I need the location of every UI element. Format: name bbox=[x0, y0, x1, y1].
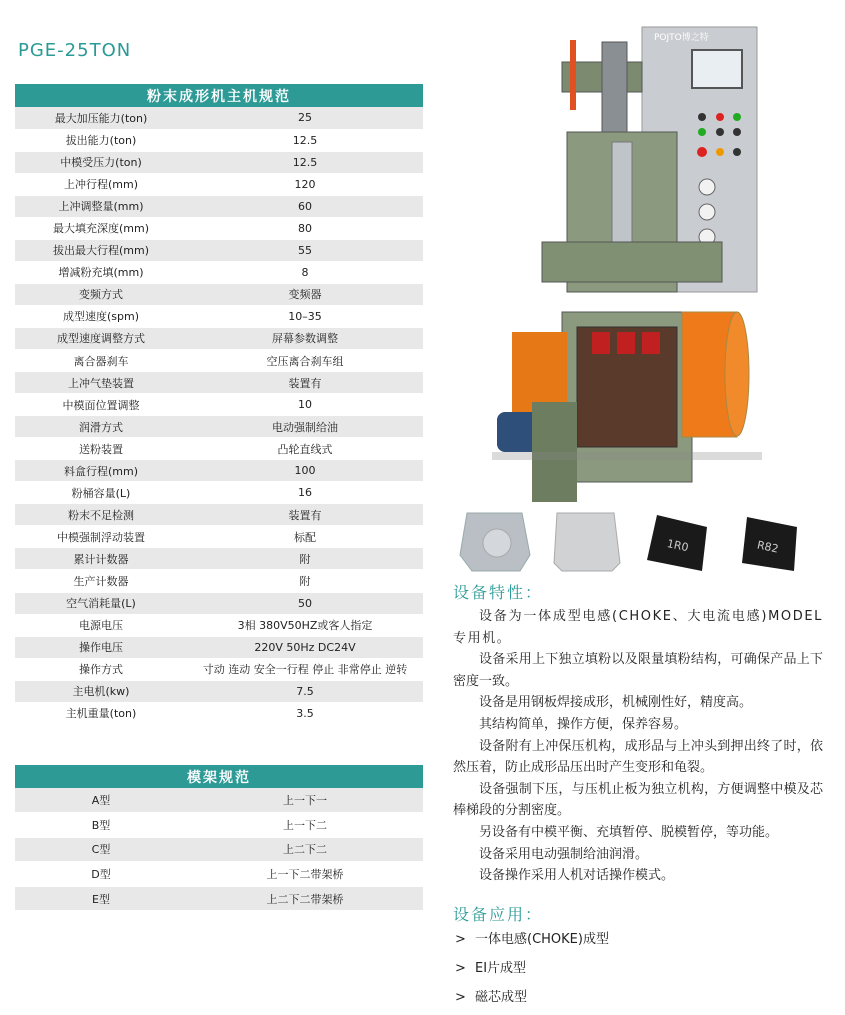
spec-row-value: 80 bbox=[187, 217, 423, 239]
spec-row-value: 100 bbox=[187, 460, 423, 482]
spec-row-label: 粉桶容量(L) bbox=[15, 482, 187, 504]
machine-brand-logo: POJTO博之特 bbox=[654, 33, 709, 43]
mold-row-value: 上一下二 bbox=[187, 813, 423, 838]
ferrite-core-sample-2 bbox=[554, 513, 620, 571]
inductor-r82-label: R82 bbox=[755, 538, 780, 556]
feature-paragraph: 设备附有上冲保压机构，成形品与上冲头到押出终了时，依然压着，防止成形品压出时产生变形和龟裂。 bbox=[453, 738, 823, 776]
spec-row bbox=[15, 658, 423, 680]
application-item bbox=[455, 986, 609, 1015]
spec-row-label: 操作电压 bbox=[15, 636, 187, 658]
spec-row-value: 25 bbox=[187, 107, 423, 129]
spec-row bbox=[15, 129, 423, 151]
spec-table-title: 粉末成形机主机规范 bbox=[15, 84, 423, 107]
spec-row-label: 粉末不足检测 bbox=[15, 504, 187, 526]
spec-row-value: 60 bbox=[187, 195, 423, 217]
spec-row bbox=[15, 614, 423, 636]
ferrite-core-sample-1 bbox=[460, 513, 530, 571]
spec-row bbox=[15, 636, 423, 658]
mold-row-label: A型 bbox=[15, 788, 187, 813]
spec-row-label: 最大填充深度(mm) bbox=[15, 217, 187, 239]
spec-row-value: 12.5 bbox=[187, 129, 423, 151]
spec-row-value: 55 bbox=[187, 239, 423, 261]
spec-row bbox=[15, 239, 423, 261]
spec-row-label: 上冲调整量(mm) bbox=[15, 195, 187, 217]
spec-row-value: 附 bbox=[187, 570, 423, 592]
mold-row bbox=[15, 813, 423, 838]
spec-row-value: 3.5 bbox=[187, 702, 423, 724]
spec-row-value: 装置有 bbox=[187, 504, 423, 526]
spec-row-value: 10 bbox=[187, 394, 423, 416]
spec-row-label: 空气消耗量(L) bbox=[15, 592, 187, 614]
spec-row-value: 空压离合刹车组 bbox=[187, 350, 423, 372]
spec-row bbox=[15, 151, 423, 173]
spec-row-value: 附 bbox=[187, 548, 423, 570]
spec-row-label: 主机重量(ton) bbox=[15, 702, 187, 724]
spec-row-value: 12.5 bbox=[187, 151, 423, 173]
spec-row-label: 上冲行程(mm) bbox=[15, 173, 187, 195]
spec-row-label: 料盒行程(mm) bbox=[15, 460, 187, 482]
spec-row bbox=[15, 327, 423, 349]
spec-row bbox=[15, 416, 423, 438]
features-title: 设备特性： bbox=[453, 583, 544, 602]
mold-row-value: 上二下二 bbox=[187, 837, 423, 862]
mold-row-label: D型 bbox=[15, 862, 187, 887]
spec-row-value: 凸轮直线式 bbox=[187, 438, 423, 460]
spec-row-label: 中模受压力(ton) bbox=[15, 151, 187, 173]
spec-row bbox=[15, 261, 423, 283]
spec-row-value: 装置有 bbox=[187, 372, 423, 394]
spec-row-label: 中模面位置调整 bbox=[15, 394, 187, 416]
spec-row bbox=[15, 482, 423, 504]
spec-row-value: 7.5 bbox=[187, 680, 423, 702]
spec-row-label: 上冲气垫装置 bbox=[15, 372, 187, 394]
spec-row-label: 操作方式 bbox=[15, 658, 187, 680]
powder-press-machine-image bbox=[492, 22, 762, 507]
inductor-1r0-label: 1R0 bbox=[665, 537, 690, 555]
feature-paragraph: 设备是用钢板焊接成形，机械刚性好，精度高。 bbox=[479, 695, 753, 711]
mold-table bbox=[15, 765, 423, 911]
application-label: 一体电感(CHOKE)成型 bbox=[475, 932, 609, 947]
feature-paragraph: 设备采用上下独立填粉以及限量填粉结构，可确保产品上下密度一致。 bbox=[453, 652, 823, 689]
feature-paragraph: 另设备有中模平衡、充填暂停、脱模暂停，等功能。 bbox=[479, 824, 779, 840]
spec-row-value: 50 bbox=[187, 592, 423, 614]
spec-row-label: 离合器刹车 bbox=[15, 350, 187, 372]
spec-row-label: 润滑方式 bbox=[15, 416, 187, 438]
spec-row-value: 寸动 连动 安全一行程 停止 非常停止 逆转 bbox=[187, 658, 423, 680]
feature-paragraph: 设备采用电动强制给油润滑。 bbox=[479, 846, 649, 862]
spec-row bbox=[15, 283, 423, 305]
spec-row bbox=[15, 173, 423, 195]
spec-row bbox=[15, 592, 423, 614]
application-label: 磁芯成型 bbox=[475, 990, 528, 1005]
spec-table bbox=[15, 84, 423, 725]
spec-row-label: 电源电压 bbox=[15, 614, 187, 636]
spec-row-label: 成型速度(spm) bbox=[15, 305, 187, 327]
spec-row bbox=[15, 570, 423, 592]
spec-row-label: 送粉装置 bbox=[15, 438, 187, 460]
spec-row bbox=[15, 460, 423, 482]
product-samples-image bbox=[452, 505, 837, 577]
chevron-right-icon: > bbox=[455, 961, 466, 976]
spec-row-value: 屏幕参数调整 bbox=[187, 327, 423, 349]
feature-paragraph: 设备为一体成型电感(CHOKE、大电流电感)MODEL专用机。 bbox=[453, 609, 823, 646]
spec-row bbox=[15, 504, 423, 526]
mold-row-value: 上一下一 bbox=[187, 788, 423, 813]
spec-row bbox=[15, 350, 423, 372]
applications-list bbox=[455, 928, 609, 1015]
spec-row bbox=[15, 372, 423, 394]
chevron-right-icon: > bbox=[455, 932, 466, 947]
spec-row bbox=[15, 195, 423, 217]
application-label: EI片成型 bbox=[475, 961, 527, 976]
mold-row-label: C型 bbox=[15, 837, 187, 862]
spec-row-label: 拔出能力(ton) bbox=[15, 129, 187, 151]
spec-row-value: 120 bbox=[187, 173, 423, 195]
spec-row-label: 拔出最大行程(mm) bbox=[15, 239, 187, 261]
features-list bbox=[453, 606, 823, 887]
model-title: PGE-25TON bbox=[18, 40, 132, 61]
chevron-right-icon: > bbox=[455, 990, 466, 1005]
mold-row bbox=[15, 886, 423, 911]
mold-row bbox=[15, 788, 423, 813]
spec-row-label: 生产计数器 bbox=[15, 570, 187, 592]
inductor-r82-sample bbox=[742, 517, 797, 571]
applications-title: 设备应用： bbox=[453, 905, 544, 924]
mold-row-label: B型 bbox=[15, 813, 187, 838]
spec-row-value: 3相 380V50HZ或客人指定 bbox=[187, 614, 423, 636]
spec-row-value: 电动强制给油 bbox=[187, 416, 423, 438]
spec-row-value: 变频器 bbox=[187, 283, 423, 305]
spec-row-value: 16 bbox=[187, 482, 423, 504]
mold-row-value: 上一下二带架桥 bbox=[187, 862, 423, 887]
feature-paragraph: 其结构简单，操作方便，保养容易。 bbox=[479, 716, 688, 732]
spec-row-value: 标配 bbox=[187, 526, 423, 548]
spec-row-value: 10–35 bbox=[187, 305, 423, 327]
spec-row bbox=[15, 526, 423, 548]
spec-row bbox=[15, 702, 423, 724]
spec-row-label: 最大加压能力(ton) bbox=[15, 107, 187, 129]
spec-row-label: 增减粉充填(mm) bbox=[15, 261, 187, 283]
spec-row bbox=[15, 305, 423, 327]
mold-row bbox=[15, 837, 423, 862]
spec-row bbox=[15, 680, 423, 702]
spec-row bbox=[15, 394, 423, 416]
mold-table-title: 模架规范 bbox=[15, 765, 423, 788]
spec-row-label: 中模强制浮动装置 bbox=[15, 526, 187, 548]
inductor-1r0-sample bbox=[647, 515, 707, 571]
mold-row-value: 上二下二带架桥 bbox=[187, 886, 423, 911]
feature-paragraph: 设备操作采用人机对话操作模式。 bbox=[479, 868, 675, 884]
application-item bbox=[455, 928, 609, 957]
mold-row bbox=[15, 862, 423, 887]
feature-paragraph: 设备强制下压，与压机止板为独立机构，方便调整中模及芯棒梯段的分割密度。 bbox=[453, 781, 823, 819]
application-item bbox=[455, 957, 609, 986]
spec-row bbox=[15, 548, 423, 570]
spec-row bbox=[15, 217, 423, 239]
spec-row-label: 主电机(kw) bbox=[15, 680, 187, 702]
mold-row-label: E型 bbox=[15, 886, 187, 911]
spec-row bbox=[15, 107, 423, 129]
spec-row-value: 8 bbox=[187, 261, 423, 283]
spec-row-label: 累计计数器 bbox=[15, 548, 187, 570]
spec-row-label: 变频方式 bbox=[15, 283, 187, 305]
spec-row bbox=[15, 438, 423, 460]
spec-row-label: 成型速度调整方式 bbox=[15, 327, 187, 349]
spec-row-value: 220V 50Hz DC24V bbox=[187, 636, 423, 658]
